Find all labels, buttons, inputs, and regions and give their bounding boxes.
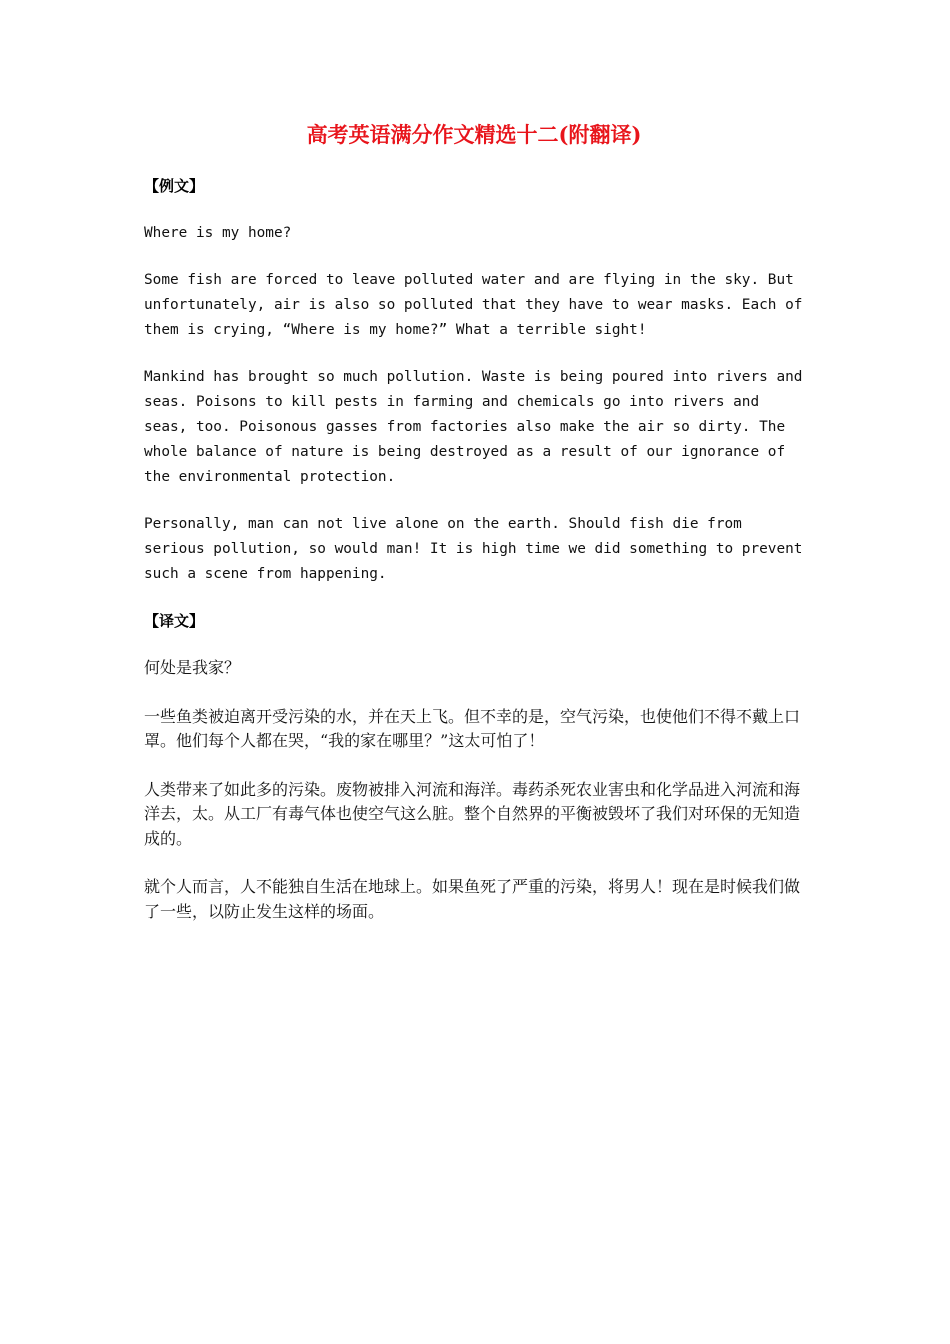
example-paragraph-4: Personally, man can not live alone on the earth. Should fish die from serious pollution, so would man! It is high time we did something to prevent such a scene from happening. <box>144 516 803 582</box>
translation-paragraph-1: 何处是我家？ <box>144 658 241 677</box>
example-paragraph-2: Some fish are forced to leave polluted water and are flying in the sky. But unfortunately, air is also so polluted that they have to wear masks. Each of them is crying, “Where is my home?” What a terrible sight! <box>144 272 803 338</box>
document-title: 高考英语满分作文精选十二(附翻译) <box>306 122 642 147</box>
translation-paragraph-3: 人类带来了如此多的污染。废物被排入河流和海洋。毒药杀死农业害虫和化学品进入河流和海洋去，太。从工厂有毒气体也使空气这么脏。整个自然界的平衡被毁坏了我们对环保的无知造成的。 <box>144 779 801 848</box>
translation-heading: 【译文】 <box>144 612 205 630</box>
example-paragraph-3: Mankind has brought so much pollution. Waste is being poured into rivers and seas. Poisons to kill pests in farming and chemicals go into rivers and seas, too. Poisonous gasses from factories also make the air so dirty. The whole balance of nature is being destroyed as a result of our ignorance of the environmental protection. <box>144 369 803 485</box>
translation-paragraph-2: 一些鱼类被迫离开受污染的水，并在天上飞。但不幸的是，空气污染，也使他们不得不戴上口罩。他们每个人都在哭，“我的家在哪里？”这太可怕了！ <box>144 706 801 750</box>
example-paragraph-1: Where is my home? <box>144 225 292 241</box>
translation-paragraph-4: 就个人而言，人不能独自生活在地球上。如果鱼死了严重的污染，将男人！现在是时候我们做了一些，以防止发生这样的场面。 <box>144 877 801 921</box>
document-content <box>144 120 804 948</box>
example-heading: 【例文】 <box>144 177 205 195</box>
